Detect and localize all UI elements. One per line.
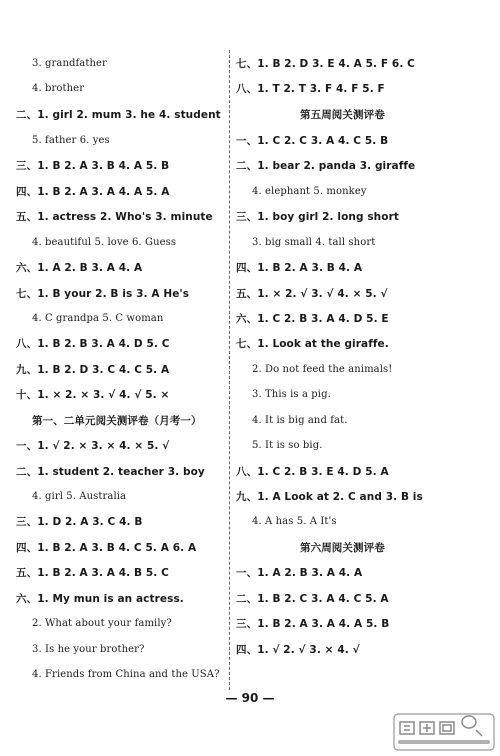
answer-line: 二、1. bear 2. panda 3. giraffe [236,160,416,172]
section-title: 第五周阅关测评卷 [300,109,385,121]
answer-line: 3. big small 4. tall short [252,237,376,248]
answer-line: 3. Is he your brother? [32,644,145,655]
answer-line: 七、1. B 2. D 3. E 4. A 5. F 6. C [236,58,415,70]
answer-line: 4. C grandpa 5. C woman [32,313,164,324]
answer-line: 4. It is big and fat. [252,415,348,426]
answer-line: 二、1. B 2. C 3. A 4. C 5. A [236,593,389,605]
answer-line: 四、1. B 2. A 3. B 4. C 5. A 6. A [16,542,197,554]
answer-line: 六、1. C 2. B 3. A 4. D 5. E [236,313,389,325]
answer-line: 十、1. × 2. × 3. √ 4. √ 5. × [16,389,170,401]
answer-line: 三、1. B 2. A 3. B 4. A 5. B [16,160,170,172]
answer-line: 八、1. T 2. T 3. F 4. F 5. F [236,83,385,95]
watermark-logo [392,712,496,752]
answer-line: 二、1. student 2. teacher 3. boy [16,466,205,478]
answer-line: 5. father 6. yes [32,135,110,146]
answer-line: 三、1. boy girl 2. long short [236,211,399,223]
answer-line: 四、1. B 2. A 3. A 4. A 5. A [16,186,170,198]
answer-line: 三、1. B 2. A 3. A 4. A 5. B [236,618,390,630]
answer-line: 八、1. C 2. B 3. E 4. D 5. A [236,466,389,478]
answer-line: 4. brother [32,83,85,94]
answer-line: 四、1. √ 2. √ 3. × 4. √ [236,644,360,656]
answer-line: 八、1. B 2. B 3. A 4. D 5. C [16,338,170,350]
answer-line: 二、1. girl 2. mum 3. he 4. student [16,109,221,121]
answer-line: 七、1. Look at the giraffe. [236,338,389,350]
answer-line: 三、1. D 2. A 3. C 4. B [16,516,143,528]
answer-line: 3. This is a pig. [252,389,331,400]
answer-line: 2. What about your family? [32,618,172,629]
answer-line: 五、1. B 2. A 3. A 4. B 5. C [16,567,169,579]
answer-line: 九、1. B 2. D 3. C 4. C 5. A [16,364,170,376]
watermark-graphic [392,712,496,752]
answer-line: 四、1. B 2. A 3. B 4. A [236,262,363,274]
answer-line: 七、1. B your 2. B is 3. A He's [16,288,190,300]
answer-line: 一、1. C 2. C 3. A 4. C 5. B [236,135,389,147]
section-title: 第一、二单元阅关测评卷（月考一） [32,415,202,427]
answer-line: 4. elephant 5. monkey [252,186,367,197]
answer-line: 3. grandfather [32,58,107,69]
answer-line: 六、1. My mun is an actress. [16,593,184,605]
answer-line: 一、1. √ 2. × 3. × 4. × 5. √ [16,440,170,452]
page-number: — 90 — [225,691,275,705]
answer-line: 2. Do not feed the animals! [252,364,393,375]
section-title: 第六周阅关测评卷 [300,542,385,554]
answer-line: 4. A has 5. A It's [252,516,337,527]
column-divider [229,50,230,690]
answer-line: 4. girl 5. Australia [32,491,127,502]
answer-line: 一、1. A 2. B 3. A 4. A [236,567,363,579]
answer-line: 九、1. A Look at 2. C and 3. B is [236,491,423,503]
answer-line: 六、1. A 2. B 3. A 4. A [16,262,143,274]
answer-line: 五、1. actress 2. Who's 3. minute [16,211,213,223]
answer-line: 五、1. × 2. √ 3. √ 4. × 5. √ [236,288,388,300]
answer-line: 4. beautiful 5. love 6. Guess [32,237,177,248]
answer-line: 5. It is so big. [252,440,323,451]
answer-line: 4. Friends from China and the USA? [32,669,220,680]
